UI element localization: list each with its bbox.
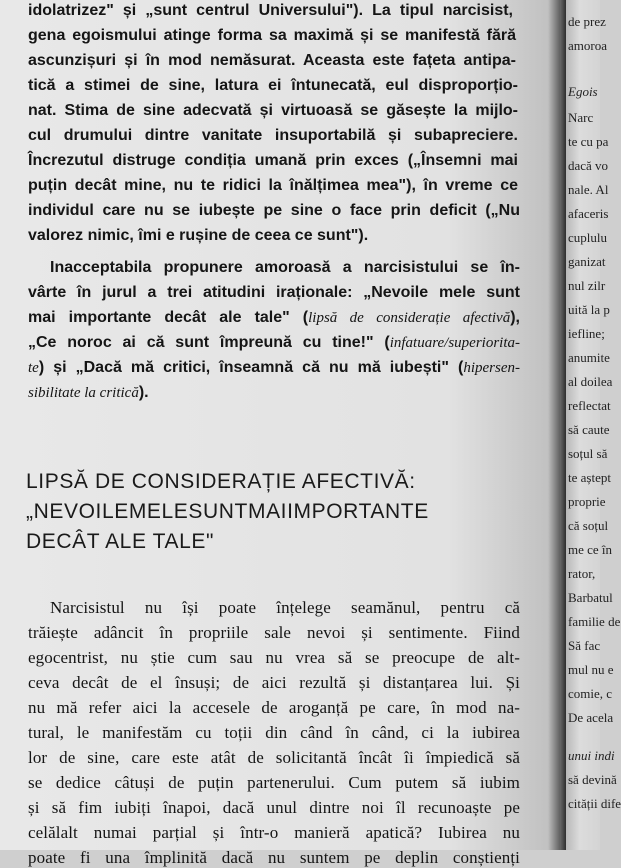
text-line xyxy=(28,309,520,327)
right-page-fragment: reflectat xyxy=(568,398,611,413)
italic-span: te xyxy=(28,360,39,376)
italic-span: lipsă de considerație afectivă xyxy=(308,310,511,326)
right-page-fragment: me ce în xyxy=(568,542,613,557)
text-line xyxy=(28,384,520,402)
text-line: trăiește adâncit în propriile sale nevoi și sentimente. Fiind xyxy=(28,623,520,642)
text-line: individul care nu se iubește pe sine o face prin deficit („Nu xyxy=(28,202,520,219)
text-line: nu mă refer aici la accesele de aroganță pe care, în mod na- xyxy=(28,698,520,717)
text-line: nat. Stima de sine adecvată și virtuoasă se găsește la mijlo- xyxy=(28,102,518,119)
right-page-fragment: anumite xyxy=(568,350,610,365)
right-page-fragment: proprie xyxy=(568,494,606,509)
text-line: poate fi una împlinită dacă nu suntem pe deplin conștienți xyxy=(28,848,520,867)
text-line: puțin decât mine, nu te ridici la înălțimea mea"), în vreme ce xyxy=(28,177,518,194)
right-page-fragment: afaceris xyxy=(568,206,609,221)
right-page-fragment: Să fac xyxy=(568,638,601,653)
right-page-fragment: iefline; xyxy=(568,326,605,341)
text-line: gena egoismului atinge forma sa maximă și se manifestă fără xyxy=(28,27,516,44)
text-line: tural, le manifestăm cu toții din când în când, ci la iubirea xyxy=(28,723,520,742)
right-page-fragment: unui indi xyxy=(568,748,615,763)
text-line: valorez nimic, îmi e rușine de ceea ce sunt"). xyxy=(28,227,369,244)
right-page-fragment: uită la p xyxy=(568,302,610,317)
right-page-fragment: comie, c xyxy=(568,686,613,701)
text-line xyxy=(28,359,520,377)
right-page-fragment: cuplulu xyxy=(568,230,607,245)
right-page-fragment: nul zilr xyxy=(568,278,606,293)
right-page-fragment: cității dife xyxy=(568,796,621,811)
right-page-fragment: Egois xyxy=(568,84,598,99)
text-line: se dedice câtuși de puțin partenerului. Cum putem să iubim xyxy=(28,773,520,792)
right-page-fragment: nale. Al xyxy=(568,182,609,197)
italic-span: hipersen- xyxy=(463,360,520,376)
heading-line: „NEVOILEMELESUNTMAIIMPORTANTE xyxy=(26,500,429,523)
right-page-fragment: să devină xyxy=(568,772,617,787)
text-span: „Ce noroc ai că sunt împreună cu tine!" ( xyxy=(28,334,390,351)
right-page-fragment: al doilea xyxy=(568,374,613,389)
right-page-fragment: Narc xyxy=(568,110,594,125)
right-page-fragment: familie de xyxy=(568,614,621,629)
text-line: lor de sine, care este atât de solicitantă încât îi împiedică să xyxy=(28,748,520,767)
right-page-fragment: de prez xyxy=(568,14,606,29)
right-page-fragment: dacă vo xyxy=(568,158,609,173)
right-page-fragment: să caute xyxy=(568,422,610,437)
right-page-fragment: De acela xyxy=(568,710,614,725)
right-page-fragment: amoroa xyxy=(568,38,607,53)
right-page-fragment: mul nu e xyxy=(568,662,614,677)
text-line: idolatrizez" și „sunt centrul Universului"). La tipul narcisist, xyxy=(28,2,513,19)
text-span: ). xyxy=(138,384,149,401)
heading-line: DECÂT ALE TALE" xyxy=(26,530,215,553)
heading-line: LIPSĂ DE CONSIDERAȚIE AFECTIVĂ: xyxy=(26,470,416,493)
italic-span: sibilitate la critică xyxy=(28,385,139,401)
text-line: Inacceptabila propunere amoroasă a narcisistului se în- xyxy=(50,259,520,276)
text-line: ceva decât de el însuși; de aici rezultă și distanțarea lui. Și xyxy=(28,673,520,692)
text-line: celălalt numai parțial și într-o manieră apatică? Iubirea nu xyxy=(28,823,520,842)
text-line: tică a stimei de sine, latura ei întunecată, eul disproporțio- xyxy=(28,77,518,94)
text-span: ) și „Dacă mă critici, înseamnă că nu mă iubești" ( xyxy=(38,359,464,376)
text-line: Narcisistul nu își poate înțelege seamănul, pentru că xyxy=(50,598,520,617)
right-page-fragment: soțul să xyxy=(568,446,608,461)
text-line: ascunzișuri și în mod nemăsurat. Aceasta este fațeta antipa- xyxy=(28,52,516,69)
text-line: vârte în jurul a trei atitudini iraționale: „Nevoile mele sunt xyxy=(28,284,520,301)
right-page-fragment: ganizat xyxy=(568,254,606,269)
text-span: mai importante decât ale tale" ( xyxy=(28,309,309,326)
book-gutter-shadow xyxy=(548,0,568,850)
italic-span: infatuare/superiorita- xyxy=(389,335,520,351)
right-page-fragment: că soțul xyxy=(568,518,609,533)
text-line: cul drumului dintre vanitate insuportabilă și subapreciere. xyxy=(28,127,518,144)
text-line xyxy=(28,334,520,352)
text-line: egocentrist, nu știe cum sau nu vrea să se preocupe de alt- xyxy=(28,648,520,667)
right-book-page-edge xyxy=(566,0,621,850)
right-page-fragment: te aștept xyxy=(568,470,611,485)
text-span: ), xyxy=(510,309,520,326)
right-page-fragment: te cu pa xyxy=(568,134,609,149)
right-page-fragment: rator, xyxy=(568,566,596,581)
text-line: și să fim iubiți înapoi, dacă unul dintre noi îl recunoaște pe xyxy=(28,798,520,817)
text-line: Încrezutul distruge condiția umană prin exces („Însemni mai xyxy=(28,152,518,169)
right-page-fragment: Barbatul xyxy=(568,590,613,605)
